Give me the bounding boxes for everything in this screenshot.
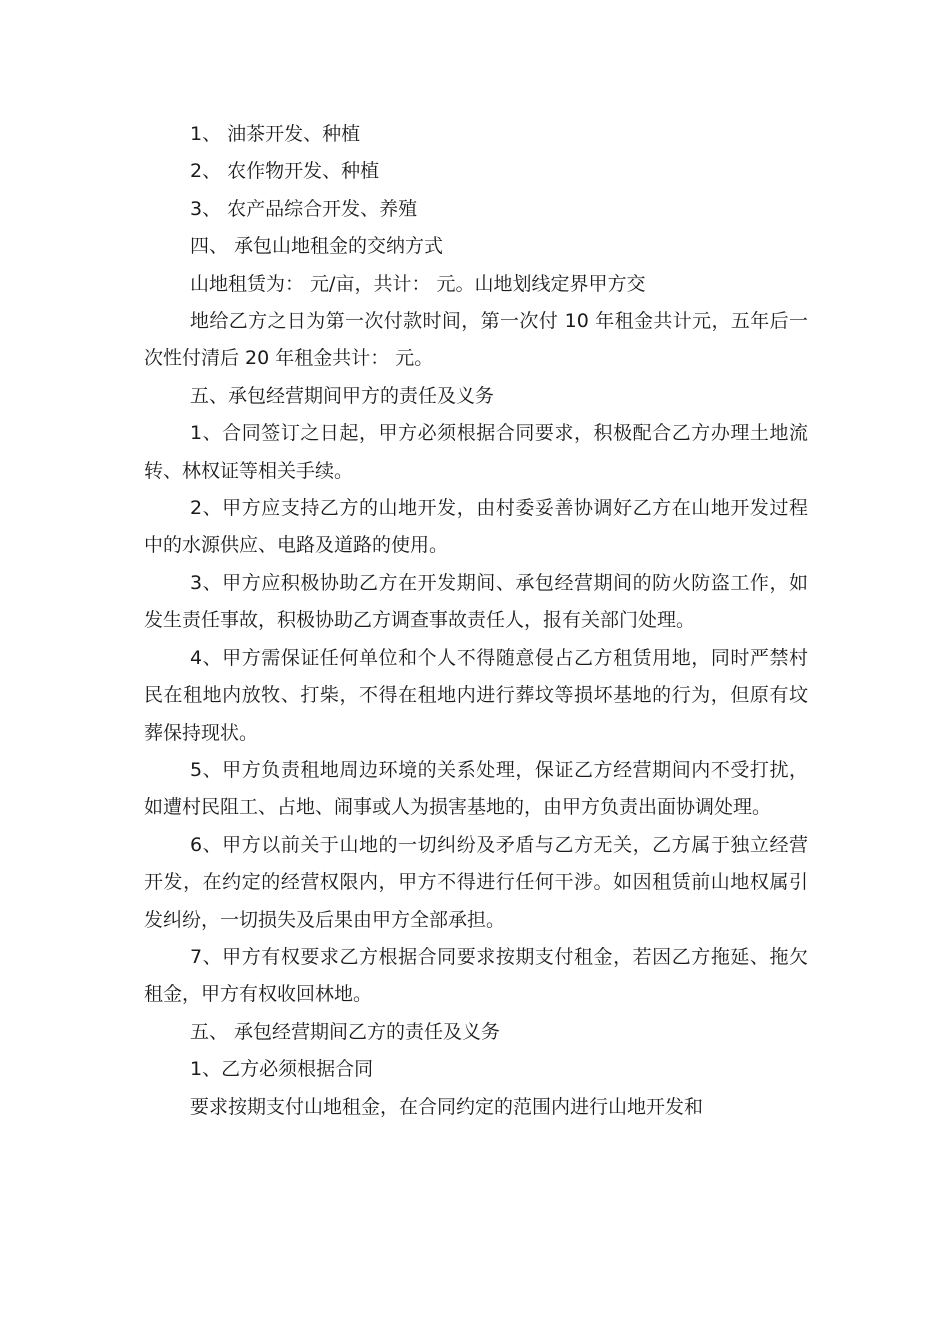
paragraph-rent-amount: 山地租赁为： 元/亩，共计： 元。山地划线定界甲方交 [190, 272, 646, 295]
paragraph-party-b-duty-1: 1、乙方必须根据合同 [190, 1058, 374, 1081]
list-item-agri-products: 3、 农产品综合开发、养殖 [190, 197, 418, 220]
paragraph-party-a-duty-7: 7、甲方有权要求乙方根据合同要求按期支付租金，若因乙方拖延、拖欠租金，甲方有权收回林地。 [144, 945, 808, 1006]
section-heading-rent-payment: 四、 承包山地租金的交纳方式 [190, 235, 444, 258]
list-item-oil-tea: 1、 油茶开发、种植 [190, 123, 361, 145]
list-item-crops: 2、 农作物开发、种植 [190, 160, 380, 183]
document-body [144, 116, 808, 1126]
paragraph-party-a-duty-5: 5、甲方负责租地周边环境的关系处理，保证乙方经营期间内不受打扰，如遭村民阻工、占地、闹事或人为损害基地的，由甲方负责出面协调处理。 [144, 758, 808, 819]
paragraph-party-a-duty-6: 6、甲方以前关于山地的一切纠纷及矛盾与乙方无关，乙方属于独立经营开发，在约定的经营权限内，甲方不得进行任何干涉。如因租赁前山地权属引发纠纷，一切损失及后果由甲方全部承担。 [144, 833, 808, 931]
section-heading-party-b-duties: 五、 承包经营期间乙方的责任及义务 [190, 1020, 501, 1043]
paragraph-party-a-duty-3: 3、甲方应积极协助乙方在开发期间、承包经营期间的防火防盗工作，如发生责任事故，积极协助乙方调查事故责任人，报有关部门处理。 [144, 571, 808, 632]
section-heading-party-a-duties: 五、承包经营期间甲方的责任及义务 [190, 384, 495, 407]
paragraph-party-a-duty-1: 1、合同签订之日起，甲方必须根据合同要求，积极配合乙方办理土地流转、林权证等相关手续。 [144, 422, 808, 482]
paragraph-party-b-duty-1-cont: 要求按期支付山地租金，在合同约定的范围内进行山地开发和 [190, 1095, 704, 1118]
paragraph-party-a-duty-2: 2、甲方应支持乙方的山地开发，由村委妥善协调好乙方在山地开发过程中的水源供应、电路及道路的使用。 [144, 497, 808, 557]
paragraph-payment-schedule: 地给乙方之日为第一次付款时间，第一次付 10 年租金共计元，五年后一次性付清后 20 年租金共计： 元。 [144, 310, 808, 370]
paragraph-party-a-duty-4: 4、甲方需保证任何单位和个人不得随意侵占乙方租赁用地，同时严禁村民在租地内放牧、打柴，不得在租地内进行葬坟等损坏基地的行为，但原有坟葬保持现状。 [144, 646, 808, 744]
